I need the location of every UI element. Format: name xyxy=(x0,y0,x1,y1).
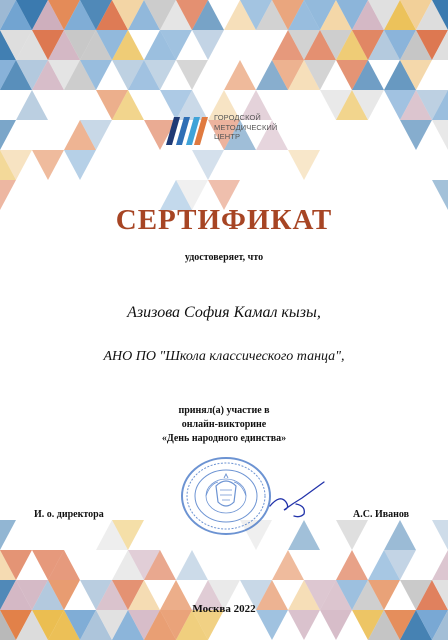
pattern-triangle xyxy=(336,550,368,580)
certificate-title: СЕРТИФИКАТ xyxy=(115,204,333,236)
pattern-triangle xyxy=(432,520,448,550)
pattern-triangle xyxy=(288,150,320,180)
organization-name: АНО ПО "Школа классического танца", xyxy=(103,349,345,364)
pattern-triangle xyxy=(272,550,304,580)
official-seal-icon xyxy=(180,456,272,536)
pattern-triangle xyxy=(0,520,16,550)
certifies-text: удостоверяет, что xyxy=(184,252,264,263)
pattern-triangle xyxy=(16,90,48,120)
pattern-triangle xyxy=(384,520,416,550)
signature-scribble xyxy=(266,476,330,520)
pattern-triangle xyxy=(32,150,64,180)
pattern-triangle xyxy=(192,30,224,60)
pattern-triangle xyxy=(432,550,448,580)
participation-text xyxy=(0,404,448,446)
pattern-triangle xyxy=(0,120,16,150)
pattern-triangle xyxy=(176,60,208,90)
recipient-name: Азизова София Камал кызы, xyxy=(127,304,321,321)
event-name: «День народного единства» xyxy=(161,433,287,444)
logo-line-3: ЦЕНТР xyxy=(214,132,241,141)
place-year: Москва 2022 xyxy=(192,603,256,615)
logo-line-2: МЕТОДИЧЕСКИЙ xyxy=(214,122,278,132)
participation-line-1: принял(а) участие в xyxy=(178,405,270,416)
top-triangle-pattern xyxy=(0,0,448,210)
pattern-triangle xyxy=(432,120,448,150)
director-name: А.С. Иванов xyxy=(353,509,410,520)
participation-line-2: онлайн-викторине xyxy=(181,419,267,430)
pattern-triangle xyxy=(176,550,208,580)
logo-text xyxy=(214,113,277,142)
logo-line-1: ГОРОДСКОЙ xyxy=(214,113,261,122)
bottom-triangle-pattern xyxy=(0,520,448,640)
logo xyxy=(164,113,294,153)
pattern-triangle xyxy=(224,60,256,90)
pattern-triangle xyxy=(336,520,368,550)
director-title: И. о. директора xyxy=(34,509,104,520)
pattern-triangle xyxy=(288,520,320,550)
pattern-triangle xyxy=(64,150,96,180)
pattern-triangle xyxy=(400,120,432,150)
pattern-triangle xyxy=(192,150,224,180)
logo-stripes-icon xyxy=(164,113,210,147)
